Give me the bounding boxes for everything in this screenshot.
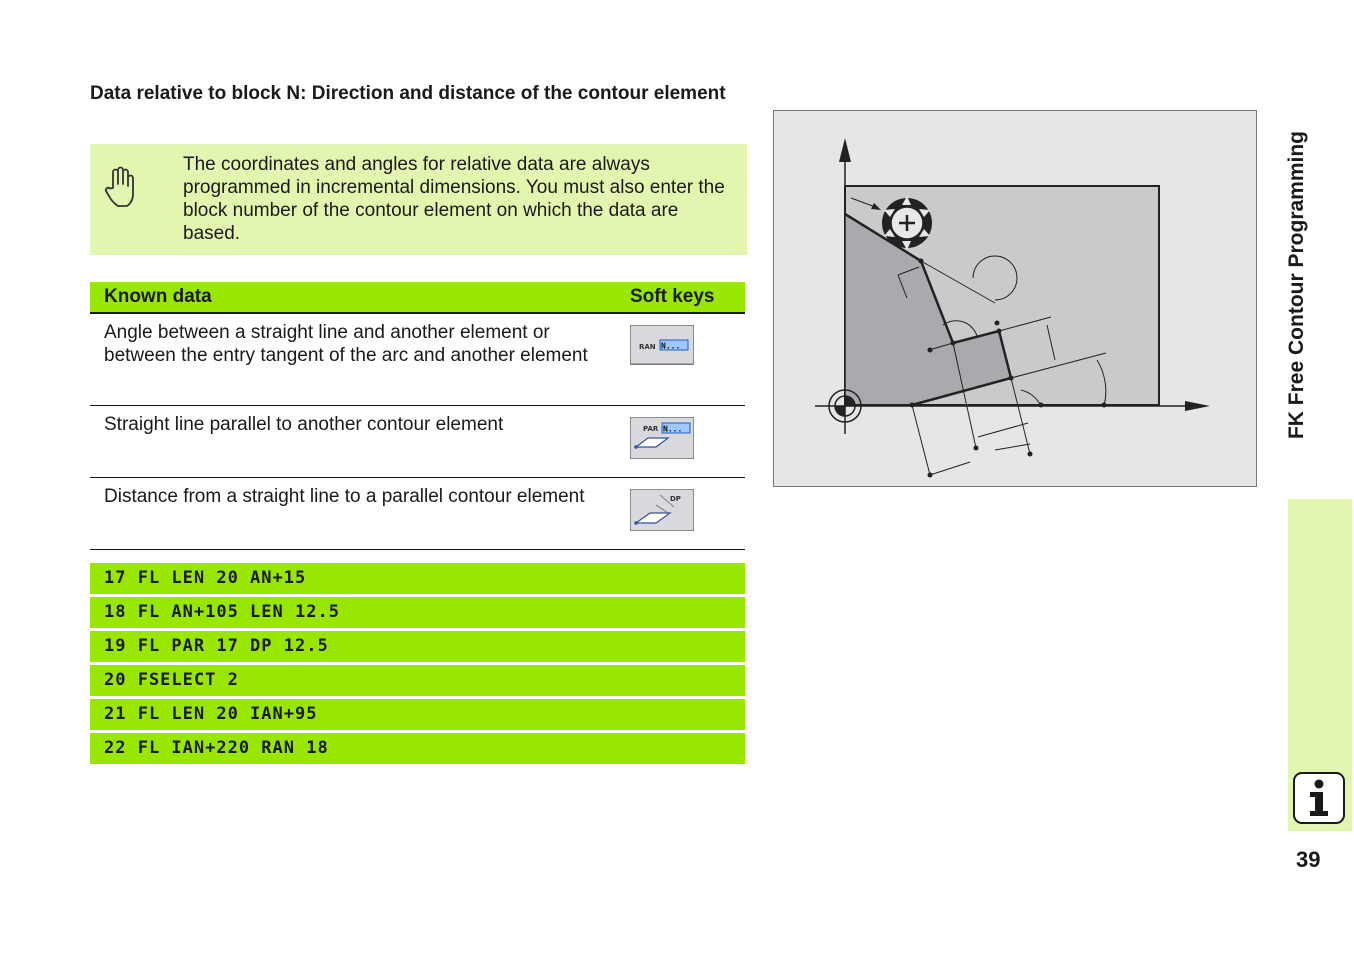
col-header-soft-keys: Soft keys [630, 282, 745, 313]
code-line: 18 FL AN+105 LEN 12.5 [90, 597, 745, 628]
nc-program-listing [90, 563, 745, 767]
table-row [90, 313, 745, 406]
svg-text:N...: N... [661, 341, 681, 351]
row-description: Straight line parallel to another contour element [90, 406, 630, 478]
page-number: 39 [1296, 847, 1321, 872]
code-line: 20 FSELECT 2 [90, 665, 745, 696]
known-data-table [90, 282, 745, 550]
table-row [90, 478, 745, 550]
pointing-hand-icon [104, 166, 138, 215]
chapter-title: FK Free Contour Programming [1285, 130, 1308, 440]
svg-text:PAR: PAR [643, 425, 659, 433]
note-box [90, 144, 747, 255]
svg-text:DP: DP [670, 495, 681, 503]
note-text: The coordinates and angles for relative data are always programmed in incremental dimensions. You must also enter the block number of the contour element on which the data are based. [183, 154, 725, 244]
softkey-dp-button[interactable] [630, 489, 745, 531]
code-line: 19 FL PAR 17 DP 12.5 [90, 631, 745, 662]
col-header-known-data: Known data [90, 282, 630, 313]
code-line: 22 FL IAN+220 RAN 18 [90, 733, 745, 764]
info-icon[interactable] [1293, 772, 1345, 829]
softkey-par-button[interactable] [630, 417, 745, 459]
contour-illustration [773, 110, 1257, 493]
row-description: Distance from a straight line to a parallel contour element [90, 478, 630, 550]
code-line: 21 FL LEN 20 IAN+95 [90, 699, 745, 730]
svg-text:N...: N... [663, 424, 683, 434]
svg-text:RAN: RAN [639, 343, 656, 351]
softkey-ran-button[interactable] [630, 325, 745, 365]
table-row [90, 406, 745, 478]
code-line: 17 FL LEN 20 AN+15 [90, 563, 745, 594]
row-description: Angle between a straight line and another element or between the entry tangent of the arc and another element [90, 313, 630, 406]
section-heading: Data relative to block N: Direction and distance of the contour element [90, 83, 726, 104]
